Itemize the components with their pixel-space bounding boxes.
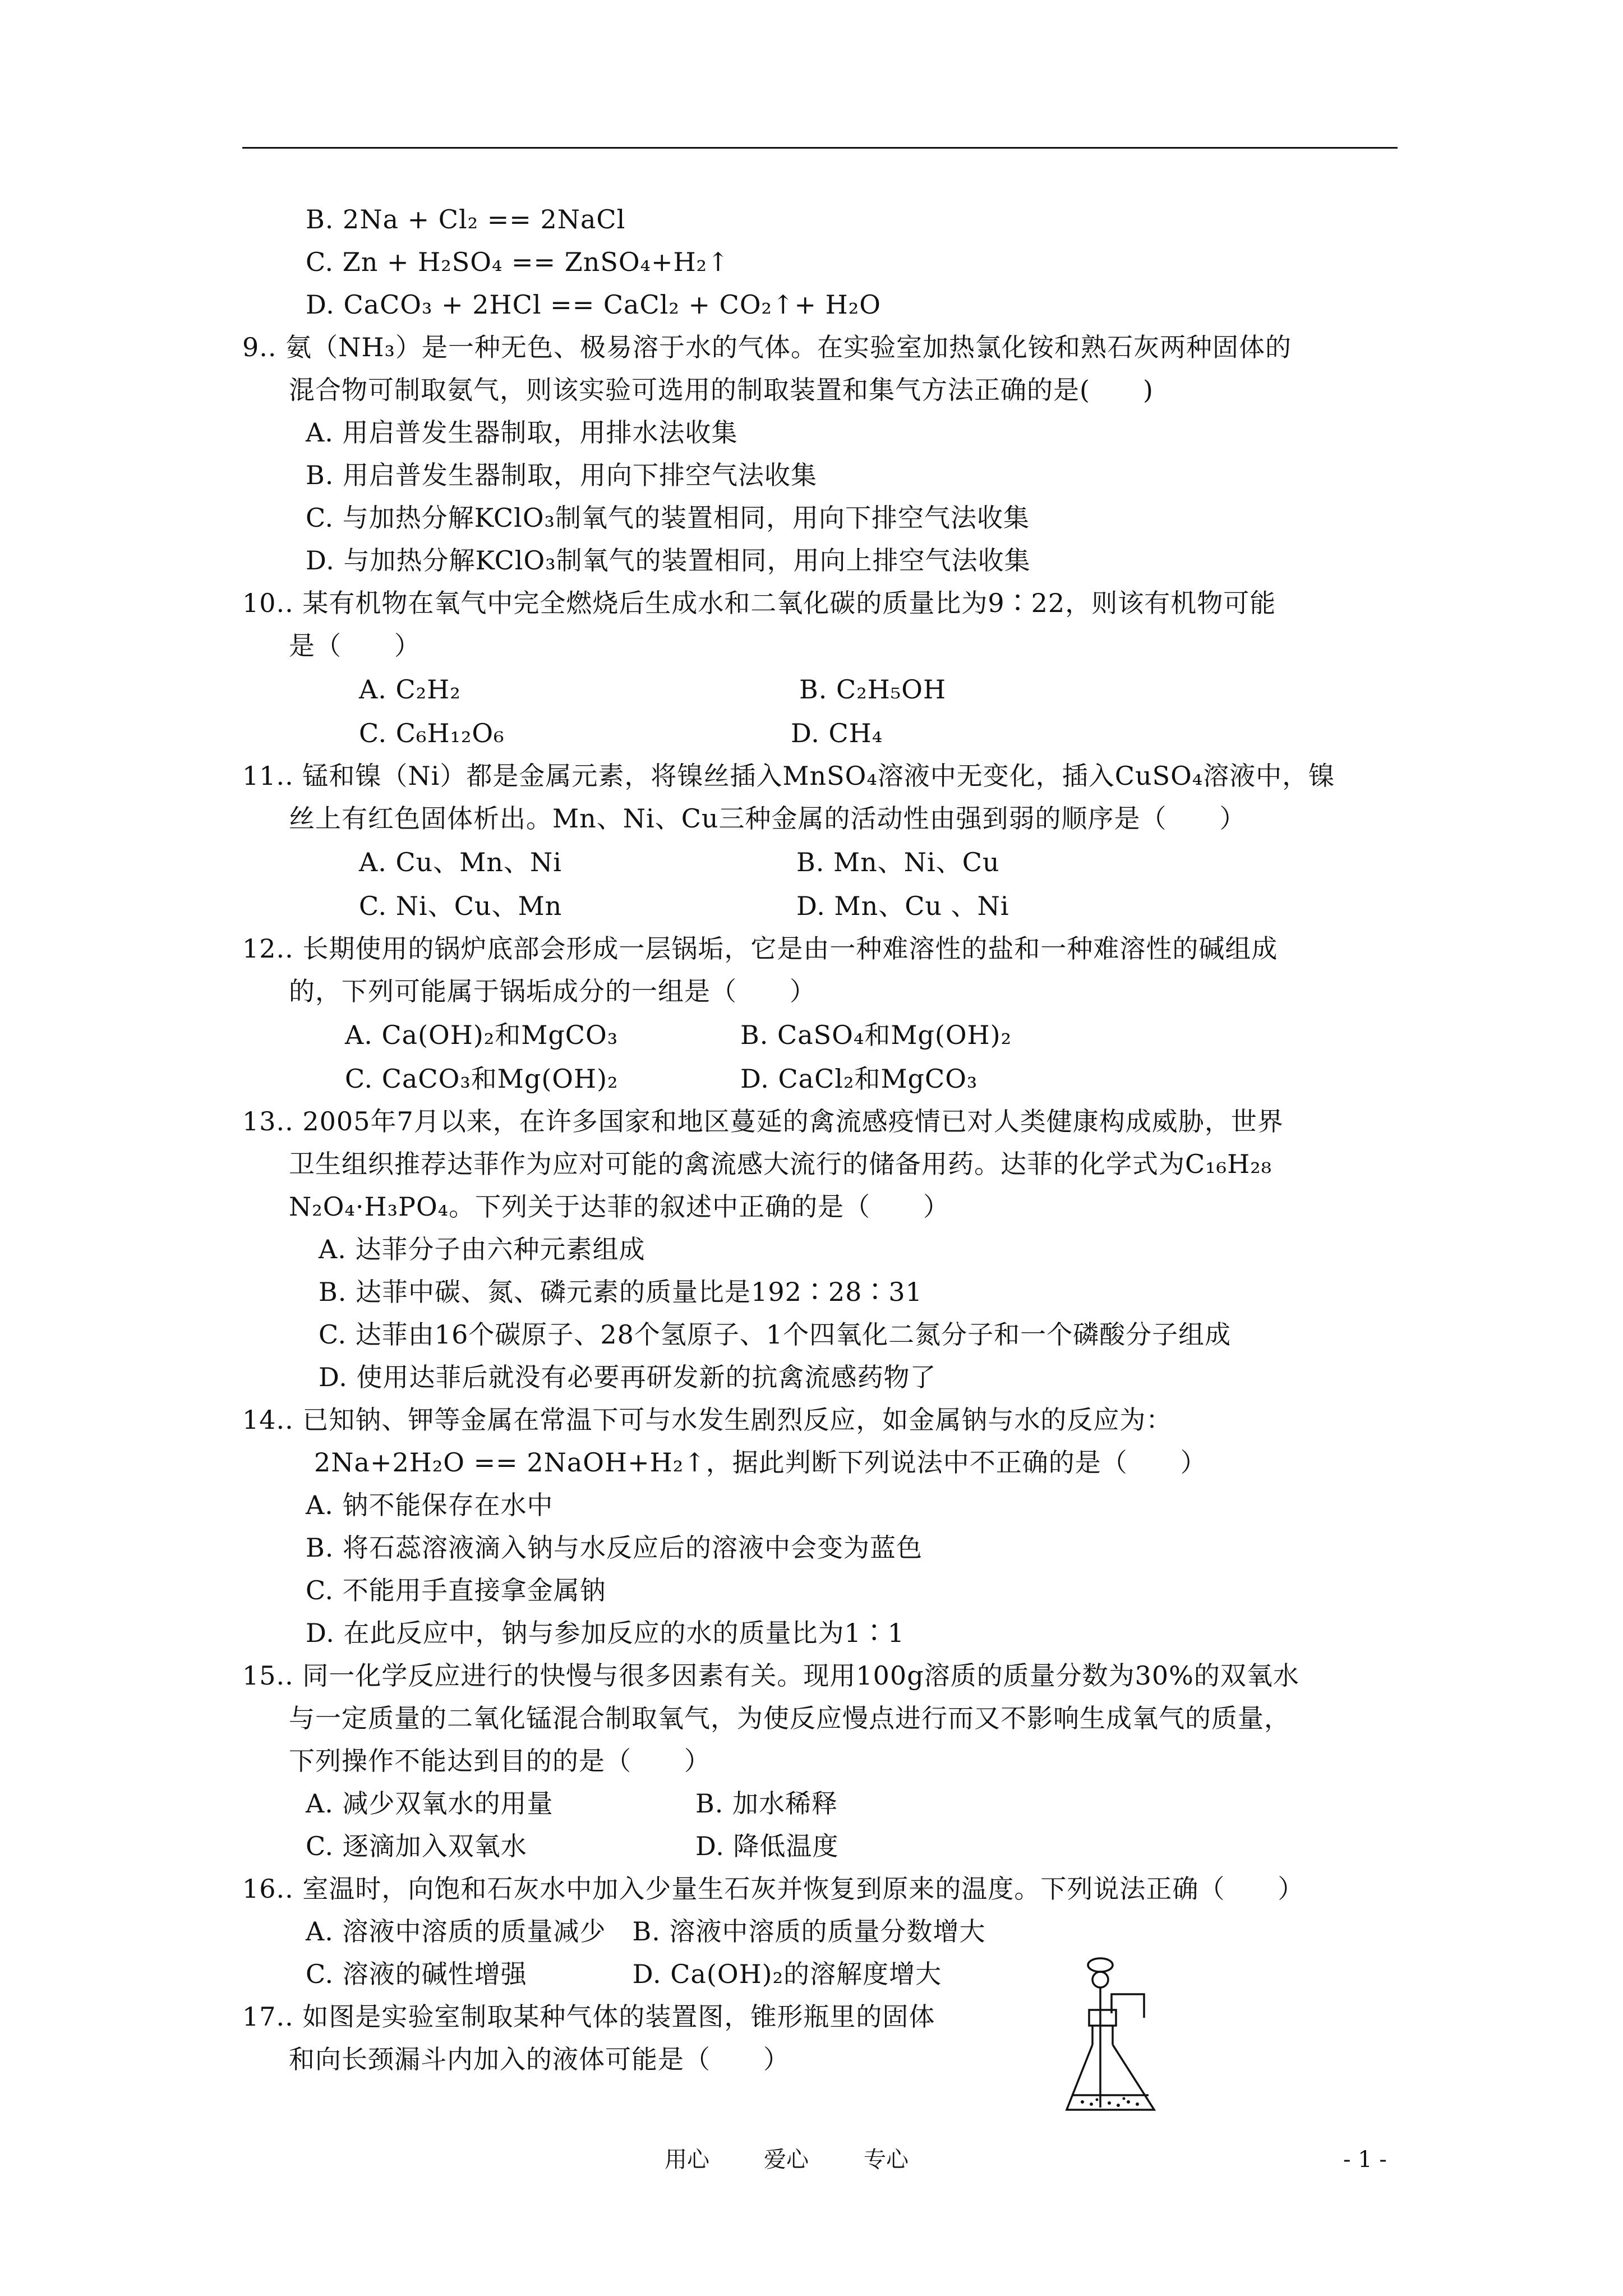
q10-option-c: C. C₆H₁₂O₆	[359, 718, 505, 748]
q11-option-b: B. Mn、Ni、Cu	[796, 847, 1000, 877]
q16-options-ab: A. 溶液中溶质的质量减少 B. 溶液中溶质的质量分数增大	[306, 1916, 986, 1947]
footer-motto-1: 用心	[665, 2147, 709, 2173]
q10-option-a: A. C₂H₂	[359, 674, 461, 705]
q16-options-cd: C. 溶液的碱性增强 D. Ca(OH)₂的溶解度增大	[306, 1959, 942, 1989]
q14-option-a: A. 钠不能保存在水中	[306, 1490, 554, 1520]
q11-stem: 11.. 锰和镍（Ni）都是金属元素，将镍丝插入MnSO₄溶液中无变化，插入CuSO₄溶液中，镍	[242, 761, 1335, 791]
q9-option-a: A. 用启普发生器制取，用排水法收集	[306, 417, 738, 448]
q15-stem-cont2: 下列操作不能达到目的的是（ ）	[289, 1746, 711, 1776]
q10-option-b: B. C₂H₅OH	[799, 674, 947, 705]
q12-option-d: D. CaCl₂和MgCO₃	[740, 1064, 978, 1094]
q14-stem: 14.. 已知钠、钾等金属在常温下可与水发生剧烈反应，如金属钠与水的反应为：	[242, 1405, 1173, 1435]
q9-option-b: B. 用启普发生器制取，用向下排空气法收集	[306, 460, 818, 490]
q15-option-b: B. 加水稀释	[695, 1788, 838, 1819]
q13-stem: 13.. 2005年7月以来，在许多国家和地区蔓延的禽流感疫情已对人类健康构成威胁，世界	[242, 1106, 1284, 1137]
q15-option-d: D. 降低温度	[695, 1831, 839, 1861]
q8-option-b: B. 2Na + Cl₂ == 2NaCl	[306, 204, 626, 234]
q9-stem: 9.. 氨（NH₃）是一种无色、极易溶于水的气体。在实验室加热氯化铵和熟石灰两种固体的	[242, 332, 1292, 362]
q13-option-b: B. 达菲中碳、氮、磷元素的质量比是192∶28∶31	[319, 1277, 923, 1307]
q8-option-c: C. Zn + H₂SO₄ == ZnSO₄+H₂↑	[306, 247, 730, 277]
q8-option-d: D. CaCO₃ + 2HCl == CaCl₂ + CO₂↑+ H₂O	[306, 289, 881, 320]
q17-stem-cont: 和向长颈漏斗内加入的液体可能是（ ）	[289, 2044, 790, 2074]
gas-generation-apparatus-figure	[1060, 1955, 1161, 2123]
page-number: - 1 -	[1343, 2147, 1387, 2173]
q17-stem: 17.. 如图是实验室制取某种气体的装置图，锥形瓶里的固体	[242, 2001, 935, 2032]
q13-option-d: D. 使用达菲后就没有必要再研发新的抗禽流感药物了	[319, 1362, 937, 1392]
footer-motto-3: 专心	[864, 2147, 909, 2173]
q14-stem-cont: 2Na+2H₂O == 2NaOH+H₂↑，据此判断下列说法中不正确的是（ ）	[314, 1447, 1207, 1478]
q12-stem: 12.. 长期使用的锅炉底部会形成一层锅垢，它是由一种难溶性的盐和一种难溶性的碱组成	[242, 933, 1278, 964]
q13-option-a: A. 达菲分子由六种元素组成	[319, 1234, 645, 1264]
q14-option-d: D. 在此反应中，钠与参加反应的水的质量比为1∶1	[306, 1618, 905, 1648]
footer-motto-2: 爱心	[764, 2147, 809, 2173]
q13-option-c: C. 达菲由16个碳原子、28个氢原子、1个四氧化二氮分子和一个磷酸分子组成	[319, 1319, 1232, 1350]
q11-option-a: A. Cu、Mn、Ni	[359, 847, 562, 877]
q15-option-c: C. 逐滴加入双氧水	[306, 1831, 527, 1861]
q12-option-c: C. CaCO₃和Mg(OH)₂	[345, 1064, 619, 1094]
q14-option-c: C. 不能用手直接拿金属钠	[306, 1575, 606, 1605]
q15-option-a: A. 减少双氧水的用量	[306, 1788, 554, 1819]
q12-option-a: A. Ca(OH)₂和MgCO₃	[345, 1020, 619, 1050]
q9-option-d: D. 与加热分解KClO₃制氧气的装置相同，用向上排空气法收集	[306, 545, 1031, 576]
q16-stem: 16.. 室温时，向饱和石灰水中加入少量生石灰并恢复到原来的温度。下列说法正确（ ）	[242, 1874, 1304, 1904]
q10-stem: 10.. 某有机物在氧气中完全燃烧后生成水和二氧化碳的质量比为9∶22，则该有机物可能	[242, 588, 1276, 618]
q13-stem-cont: 卫生组织推荐达菲作为应对可能的禽流感大流行的储备用药。达菲的化学式为C₁₆H₂₈	[289, 1149, 1272, 1179]
header-rule	[242, 147, 1398, 149]
q10-stem-cont: 是（ ）	[289, 631, 421, 661]
q11-stem-cont: 丝上有红色固体析出。Mn、Ni、Cu三种金属的活动性由强到弱的顺序是（ ）	[289, 803, 1246, 834]
q12-option-b: B. CaSO₄和Mg(OH)₂	[740, 1020, 1012, 1050]
q9-stem-cont: 混合物可制取氨气，则该实验可选用的制取装置和集气方法正确的是( )	[289, 375, 1154, 405]
q10-option-d: D. CH₄	[791, 718, 883, 748]
q9-option-c: C. 与加热分解KClO₃制氧气的装置相同，用向下排空气法收集	[306, 503, 1030, 533]
q11-option-c: C. Ni、Cu、Mn	[359, 891, 562, 921]
q11-option-d: D. Mn、Cu 、Ni	[796, 891, 1009, 921]
q15-stem-cont: 与一定质量的二氧化锰混合制取氧气，为使反应慢点进行而又不影响生成氧气的质量，	[289, 1703, 1290, 1733]
q12-stem-cont: 的，下列可能属于锅垢成分的一组是（ ）	[289, 976, 816, 1006]
q13-stem-cont2: N₂O₄·H₃PO₄。下列关于达菲的叙述中正确的是（ ）	[289, 1191, 950, 1222]
q15-stem: 15.. 同一化学反应进行的快慢与很多因素有关。现用100g溶质的质量分数为30%的双氧水	[242, 1660, 1299, 1691]
q14-option-b: B. 将石蕊溶液滴入钠与水反应后的溶液中会变为蓝色	[306, 1533, 923, 1563]
